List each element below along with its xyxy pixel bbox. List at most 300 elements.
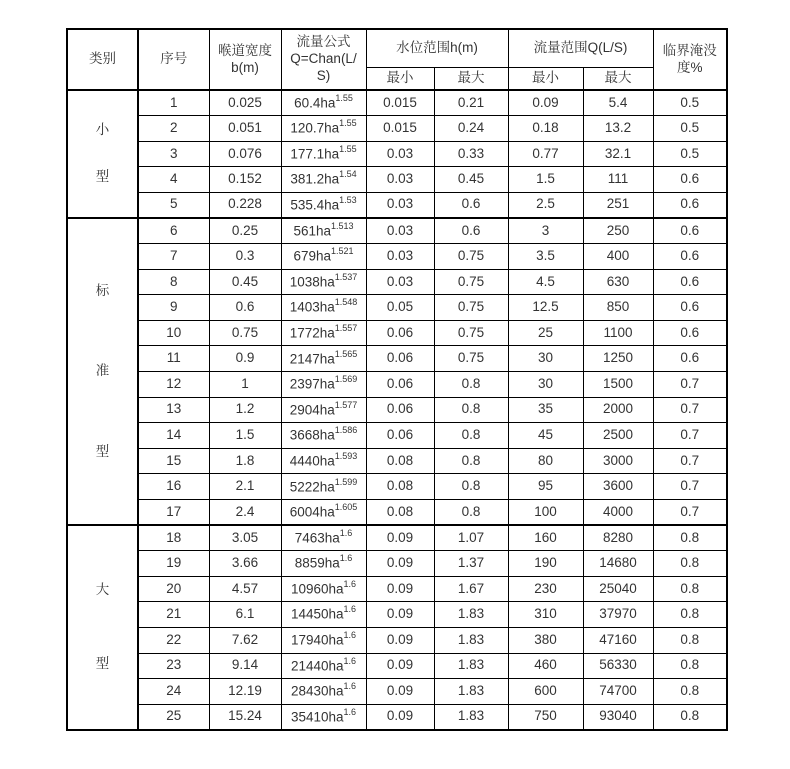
level-max-cell: 0.8 [434, 423, 508, 449]
header-category: 类别 [67, 29, 138, 90]
level-max-cell: 1.83 [434, 679, 508, 705]
formula-coefficient: 14450ha [290, 606, 344, 622]
category-cell [67, 525, 138, 730]
table-row [67, 602, 727, 628]
flow-min-cell: 45 [508, 423, 583, 449]
index-cell: 18 [138, 525, 209, 551]
throat-width-cell: 15.24 [209, 704, 281, 730]
index-cell: 24 [138, 679, 209, 705]
category-char: 型 [95, 655, 110, 671]
formula-exponent: 1.55 [335, 92, 353, 103]
header-formula-line3: S) [316, 67, 331, 83]
submergence-cell: 0.6 [653, 218, 727, 244]
submergence-cell: 0.5 [653, 90, 727, 116]
formula-exponent: 1.586 [334, 425, 358, 436]
submergence-cell: 0.8 [653, 602, 727, 628]
formula-exponent: 1.537 [334, 271, 358, 282]
submergence-cell: 0.7 [653, 372, 727, 398]
index-cell: 4 [138, 167, 209, 193]
level-max-cell: 1.37 [434, 551, 508, 577]
level-min-cell: 0.015 [366, 116, 434, 142]
throat-width-cell: 0.152 [209, 167, 281, 193]
level-min-cell: 0.09 [366, 551, 434, 577]
category-label [68, 526, 137, 729]
formula-exponent: 1.513 [331, 220, 354, 231]
level-max-cell: 0.33 [434, 141, 508, 167]
submergence-cell: 0.6 [653, 244, 727, 270]
flow-max-cell: 111 [583, 167, 653, 193]
formula-cell [281, 320, 366, 346]
formula-coefficient: 6004ha [289, 504, 335, 520]
throat-width-cell: 0.25 [209, 218, 281, 244]
formula-cell [281, 269, 366, 295]
formula-cell [281, 346, 366, 372]
flow-max-cell: 8280 [583, 525, 653, 551]
flow-max-cell: 850 [583, 295, 653, 321]
formula-cell [281, 551, 366, 577]
flow-min-cell: 3.5 [508, 244, 583, 270]
table-row [67, 653, 727, 679]
submergence-cell: 0.6 [653, 167, 727, 193]
category-cell [67, 218, 138, 525]
level-min-cell: 0.06 [366, 423, 434, 449]
header-formula-line2: Q=Chan(L/ [290, 51, 357, 67]
flow-min-cell: 230 [508, 576, 583, 602]
flume-table-container [66, 28, 728, 731]
level-min-cell: 0.09 [366, 679, 434, 705]
formula-exponent: 1.6 [339, 553, 353, 564]
formula-coefficient: 3668ha [289, 427, 335, 443]
level-min-cell: 0.05 [366, 295, 434, 321]
level-max-cell: 0.6 [434, 218, 508, 244]
throat-width-cell: 1.2 [209, 397, 281, 423]
level-min-cell: 0.03 [366, 167, 434, 193]
header-formula [281, 29, 366, 90]
level-min-cell: 0.08 [366, 500, 434, 526]
submergence-cell: 0.5 [653, 116, 727, 142]
table-row [67, 474, 727, 500]
table-row [67, 90, 727, 116]
flow-min-cell: 35 [508, 397, 583, 423]
formula-exponent: 1.6 [343, 681, 357, 692]
formula-coefficient: 4440ha [289, 453, 335, 469]
header-throat-width-line2: b(m) [231, 59, 259, 75]
formula-coefficient: 17940ha [290, 632, 344, 648]
formula-exponent: 1.557 [334, 322, 358, 333]
index-cell: 2 [138, 116, 209, 142]
category-char: 型 [95, 443, 110, 459]
flume-table [66, 28, 728, 731]
formula-exponent: 1.6 [343, 604, 357, 615]
flow-max-cell: 56330 [583, 653, 653, 679]
formula-exponent: 1.569 [334, 374, 358, 385]
index-cell: 15 [138, 448, 209, 474]
level-max-cell: 1.83 [434, 653, 508, 679]
level-max-cell: 0.8 [434, 448, 508, 474]
level-min-cell: 0.09 [366, 704, 434, 730]
throat-width-cell: 9.14 [209, 653, 281, 679]
formula-coefficient: 2397ha [289, 376, 335, 392]
flow-min-cell: 0.18 [508, 116, 583, 142]
level-max-cell: 0.21 [434, 90, 508, 116]
flow-min-cell: 0.09 [508, 90, 583, 116]
formula-exponent: 1.548 [334, 297, 358, 308]
flow-min-cell: 750 [508, 704, 583, 730]
throat-width-cell: 12.19 [209, 679, 281, 705]
formula-exponent: 1.6 [343, 630, 357, 641]
flow-min-cell: 95 [508, 474, 583, 500]
index-cell: 7 [138, 244, 209, 270]
formula-cell [281, 397, 366, 423]
index-cell: 9 [138, 295, 209, 321]
formula-cell [281, 244, 366, 270]
submergence-cell: 0.7 [653, 423, 727, 449]
table-row [67, 269, 727, 295]
formula-exponent: 1.6 [343, 578, 357, 589]
table-row [67, 397, 727, 423]
formula-cell [281, 627, 366, 653]
table-body [67, 90, 727, 730]
level-min-cell: 0.06 [366, 320, 434, 346]
category-char: 型 [95, 169, 110, 185]
formula-coefficient: 10960ha [290, 581, 344, 597]
flow-max-cell: 250 [583, 218, 653, 244]
header-submergence [653, 29, 727, 90]
submergence-cell: 0.8 [653, 551, 727, 577]
flow-max-cell: 2500 [583, 423, 653, 449]
formula-exponent: 1.6 [343, 655, 357, 666]
throat-width-cell: 2.4 [209, 500, 281, 526]
submergence-cell: 0.8 [653, 653, 727, 679]
category-char: 标 [95, 282, 110, 298]
level-max-cell: 0.75 [434, 269, 508, 295]
index-cell: 3 [138, 141, 209, 167]
index-cell: 1 [138, 90, 209, 116]
flow-max-cell: 47160 [583, 627, 653, 653]
level-max-cell: 0.75 [434, 346, 508, 372]
formula-cell [281, 525, 366, 551]
level-min-cell: 0.03 [366, 244, 434, 270]
table-row [67, 627, 727, 653]
level-max-cell: 0.75 [434, 320, 508, 346]
header-submergence-line2: 度% [677, 59, 703, 75]
submergence-cell: 0.8 [653, 679, 727, 705]
level-max-cell: 0.8 [434, 500, 508, 526]
flow-max-cell: 2000 [583, 397, 653, 423]
flow-min-cell: 2.5 [508, 192, 583, 218]
index-cell: 23 [138, 653, 209, 679]
flow-min-cell: 25 [508, 320, 583, 346]
index-cell: 13 [138, 397, 209, 423]
index-cell: 20 [138, 576, 209, 602]
submergence-cell: 0.7 [653, 448, 727, 474]
throat-width-cell: 0.228 [209, 192, 281, 218]
table-row [67, 704, 727, 730]
throat-width-cell: 0.75 [209, 320, 281, 346]
level-min-cell: 0.08 [366, 474, 434, 500]
submergence-cell: 0.7 [653, 397, 727, 423]
level-max-cell: 0.75 [434, 244, 508, 270]
formula-cell [281, 704, 366, 730]
formula-cell [281, 500, 366, 526]
level-min-cell: 0.09 [366, 653, 434, 679]
formula-exponent: 1.55 [339, 118, 357, 129]
formula-coefficient: 177.1ha [290, 146, 340, 162]
header-level-range: 水位范围h(m) [366, 29, 508, 67]
level-min-cell: 0.09 [366, 627, 434, 653]
formula-exponent: 1.55 [339, 143, 357, 154]
flow-min-cell: 4.5 [508, 269, 583, 295]
submergence-cell: 0.8 [653, 576, 727, 602]
index-cell: 21 [138, 602, 209, 628]
level-min-cell: 0.03 [366, 218, 434, 244]
formula-cell [281, 90, 366, 116]
formula-coefficient: 28430ha [290, 683, 344, 699]
formula-cell [281, 576, 366, 602]
table-row [67, 192, 727, 218]
category-label [68, 91, 137, 217]
table-row [67, 448, 727, 474]
throat-width-cell: 3.05 [209, 525, 281, 551]
flow-max-cell: 32.1 [583, 141, 653, 167]
header-throat-width [209, 29, 281, 90]
formula-coefficient: 2904ha [289, 402, 335, 418]
level-max-cell: 1.83 [434, 704, 508, 730]
level-min-cell: 0.08 [366, 448, 434, 474]
formula-coefficient: 120.7ha [290, 120, 340, 136]
flow-min-cell: 310 [508, 602, 583, 628]
flow-min-cell: 0.77 [508, 141, 583, 167]
index-cell: 19 [138, 551, 209, 577]
header-submergence-line1: 临界淹没 [662, 42, 717, 58]
header-index: 序号 [138, 29, 209, 90]
formula-exponent: 1.54 [339, 169, 357, 180]
throat-width-cell: 0.076 [209, 141, 281, 167]
flow-min-cell: 600 [508, 679, 583, 705]
formula-coefficient: 1038ha [289, 274, 335, 290]
level-min-cell: 0.09 [366, 576, 434, 602]
level-max-cell: 0.75 [434, 295, 508, 321]
formula-cell [281, 474, 366, 500]
header-throat-width-line1: 喉道宽度 [218, 42, 272, 58]
submergence-cell: 0.6 [653, 192, 727, 218]
table-row [67, 500, 727, 526]
table-row [67, 320, 727, 346]
throat-width-cell: 0.9 [209, 346, 281, 372]
level-max-cell: 0.24 [434, 116, 508, 142]
formula-coefficient: 535.4ha [290, 197, 340, 213]
formula-coefficient: 60.4ha [294, 95, 336, 111]
submergence-cell: 0.8 [653, 525, 727, 551]
table-row [67, 141, 727, 167]
formula-coefficient: 21440ha [290, 658, 344, 674]
level-max-cell: 1.83 [434, 602, 508, 628]
table-row [67, 116, 727, 142]
throat-width-cell: 0.6 [209, 295, 281, 321]
throat-width-cell: 0.051 [209, 116, 281, 142]
formula-coefficient: 1403ha [289, 299, 335, 315]
header-level-min: 最小 [366, 67, 434, 90]
submergence-cell: 0.7 [653, 474, 727, 500]
flow-max-cell: 3000 [583, 448, 653, 474]
category-label [68, 219, 137, 524]
index-cell: 6 [138, 218, 209, 244]
flow-max-cell: 400 [583, 244, 653, 270]
table-row [67, 218, 727, 244]
flow-max-cell: 3600 [583, 474, 653, 500]
level-min-cell: 0.06 [366, 397, 434, 423]
flow-max-cell: 1250 [583, 346, 653, 372]
table-row [67, 525, 727, 551]
flow-min-cell: 3 [508, 218, 583, 244]
header-flow-max: 最大 [583, 67, 653, 90]
level-min-cell: 0.09 [366, 525, 434, 551]
table-row [67, 346, 727, 372]
formula-cell [281, 192, 366, 218]
formula-cell [281, 141, 366, 167]
flow-max-cell: 1500 [583, 372, 653, 398]
flow-min-cell: 190 [508, 551, 583, 577]
formula-exponent: 1.577 [334, 399, 358, 410]
table-row [67, 679, 727, 705]
throat-width-cell: 1 [209, 372, 281, 398]
table-row [67, 167, 727, 193]
formula-cell [281, 679, 366, 705]
flow-min-cell: 100 [508, 500, 583, 526]
category-char: 大 [95, 582, 110, 598]
submergence-cell: 0.6 [653, 320, 727, 346]
level-max-cell: 0.8 [434, 474, 508, 500]
level-max-cell: 0.8 [434, 372, 508, 398]
index-cell: 25 [138, 704, 209, 730]
throat-width-cell: 1.5 [209, 423, 281, 449]
flow-max-cell: 93040 [583, 704, 653, 730]
throat-width-cell: 7.62 [209, 627, 281, 653]
formula-exponent: 1.605 [334, 501, 358, 512]
level-min-cell: 0.09 [366, 602, 434, 628]
formula-cell [281, 602, 366, 628]
table-row [67, 372, 727, 398]
throat-width-cell: 6.1 [209, 602, 281, 628]
formula-exponent: 1.521 [331, 246, 354, 257]
flow-min-cell: 460 [508, 653, 583, 679]
submergence-cell: 0.8 [653, 704, 727, 730]
submergence-cell: 0.7 [653, 500, 727, 526]
formula-cell [281, 372, 366, 398]
throat-width-cell: 0.025 [209, 90, 281, 116]
level-min-cell: 0.03 [366, 192, 434, 218]
level-max-cell: 0.6 [434, 192, 508, 218]
level-max-cell: 0.45 [434, 167, 508, 193]
formula-exponent: 1.565 [334, 348, 358, 359]
index-cell: 5 [138, 192, 209, 218]
table-row [67, 244, 727, 270]
throat-width-cell: 0.3 [209, 244, 281, 270]
index-cell: 11 [138, 346, 209, 372]
flow-max-cell: 13.2 [583, 116, 653, 142]
level-min-cell: 0.03 [366, 141, 434, 167]
formula-coefficient: 561ha [293, 223, 331, 239]
header-flow-min: 最小 [508, 67, 583, 90]
flow-max-cell: 37970 [583, 602, 653, 628]
submergence-cell: 0.6 [653, 346, 727, 372]
formula-coefficient: 1772ha [289, 325, 335, 341]
table-row [67, 551, 727, 577]
level-max-cell: 0.8 [434, 397, 508, 423]
flow-max-cell: 25040 [583, 576, 653, 602]
flow-max-cell: 630 [583, 269, 653, 295]
throat-width-cell: 4.57 [209, 576, 281, 602]
flow-min-cell: 80 [508, 448, 583, 474]
category-cell [67, 90, 138, 218]
throat-width-cell: 1.8 [209, 448, 281, 474]
flow-min-cell: 160 [508, 525, 583, 551]
flow-max-cell: 74700 [583, 679, 653, 705]
level-min-cell: 0.015 [366, 90, 434, 116]
formula-cell [281, 653, 366, 679]
throat-width-cell: 2.1 [209, 474, 281, 500]
flow-max-cell: 251 [583, 192, 653, 218]
flow-min-cell: 1.5 [508, 167, 583, 193]
formula-coefficient: 8859ha [294, 555, 340, 571]
formula-cell [281, 218, 366, 244]
level-max-cell: 1.07 [434, 525, 508, 551]
formula-coefficient: 2147ha [289, 351, 335, 367]
level-min-cell: 0.03 [366, 269, 434, 295]
formula-cell [281, 448, 366, 474]
submergence-cell: 0.8 [653, 627, 727, 653]
level-max-cell: 1.83 [434, 627, 508, 653]
throat-width-cell: 0.45 [209, 269, 281, 295]
formula-coefficient: 679ha [293, 248, 331, 264]
flow-min-cell: 12.5 [508, 295, 583, 321]
formula-cell [281, 116, 366, 142]
table-row [67, 423, 727, 449]
formula-exponent: 1.593 [334, 450, 358, 461]
table-row [67, 295, 727, 321]
flow-max-cell: 1100 [583, 320, 653, 346]
flow-max-cell: 14680 [583, 551, 653, 577]
formula-cell [281, 295, 366, 321]
formula-coefficient: 381.2ha [290, 171, 340, 187]
formula-exponent: 1.599 [334, 476, 358, 487]
submergence-cell: 0.5 [653, 141, 727, 167]
throat-width-cell: 3.66 [209, 551, 281, 577]
formula-exponent: 1.6 [343, 706, 357, 717]
index-cell: 16 [138, 474, 209, 500]
formula-exponent: 1.53 [339, 194, 357, 205]
level-min-cell: 0.06 [366, 346, 434, 372]
index-cell: 17 [138, 500, 209, 526]
index-cell: 22 [138, 627, 209, 653]
flow-min-cell: 30 [508, 372, 583, 398]
formula-exponent: 1.6 [339, 527, 353, 538]
table-row [67, 576, 727, 602]
flow-max-cell: 4000 [583, 500, 653, 526]
index-cell: 8 [138, 269, 209, 295]
submergence-cell: 0.6 [653, 295, 727, 321]
formula-cell [281, 423, 366, 449]
header-flow-range: 流量范围Q(L/S) [508, 29, 653, 67]
formula-coefficient: 5222ha [289, 479, 335, 495]
category-char: 准 [95, 363, 110, 379]
index-cell: 12 [138, 372, 209, 398]
flow-min-cell: 30 [508, 346, 583, 372]
category-char: 小 [95, 121, 110, 137]
level-min-cell: 0.06 [366, 372, 434, 398]
formula-coefficient: 35410ha [290, 709, 344, 725]
level-max-cell: 1.67 [434, 576, 508, 602]
